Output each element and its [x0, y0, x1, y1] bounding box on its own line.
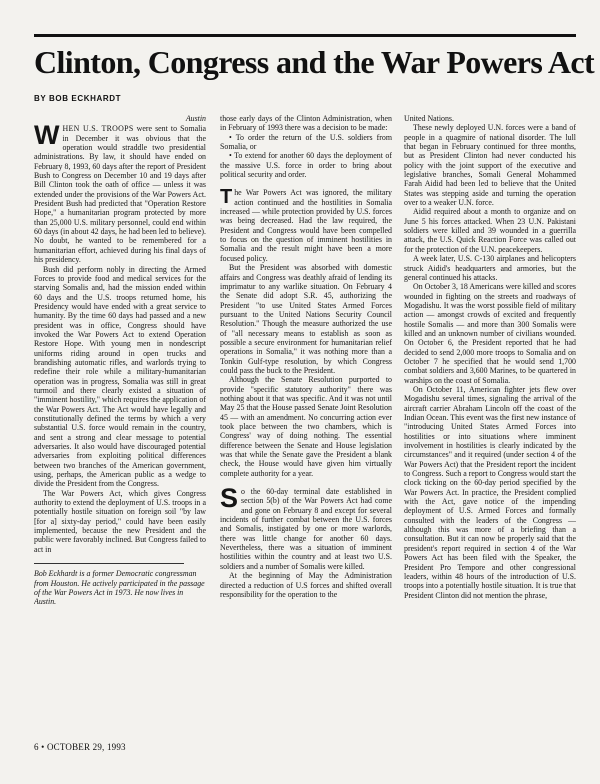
dateline: Austin — [185, 114, 206, 123]
headline: Clinton, Congress and the War Powers Act — [34, 44, 595, 80]
paragraph: These newly deployed U.N. forces were a band of people in a quagmire of national disorder. The lull that began in February continued for three months, but as President Clinton had never conducted his policy with the joint support of the executive and legislative branches, Somali General Mohammed Farah Aidid had been led to believe that the United States was stepping aside and turning the operation over to a weaker U.N. force. — [404, 123, 576, 208]
paragraph: On October 11, American fighter jets flew over Mogadishu several times, signaling the arrival of the aircraft carrier Abraham Lincoln off the coast of the Indian Ocean. This event was the first new instance of "introducing United States Armed Forces into hostilities or into situations where imminent involvement in hostilities is clearly indicated by the circumstances" and it required (under section 4 of the War Powers Act) that the President report the incident to Congress. Such a report to Congress would start the clock ticking on the 60-day period specified by the War Powers Act. In practice, the President complied with the Act, gave notice of the impending deployment of U.S. Armed Forces and formally consulted with the leaders of the Congress — although this was more of a briefing than a consultation. But it can now be properly said that the president's report required in section 4 of the War Powers Act has been filed with the Speaker, the President Pro Tempore and other congressional leaders, within 48 hours of the introduction of U.S. troops into a potentially hostile situation. It is true that President Clinton did not mention the phrase, — [404, 384, 576, 600]
paragraph: At the beginning of May the Administration directed a reduction of U.S forces and shifted overall responsibility for the operation to the — [220, 571, 392, 599]
author-bio: Bob Eckhardt is a former Democratic congressman from Houston. He actively participated in the passage of the War Powers Act in 1973. He now lives in Austin. — [34, 569, 205, 607]
paragraph — [220, 483, 392, 571]
column-1 — [34, 114, 206, 749]
paragraph: United Nations. — [404, 114, 454, 123]
paragraph-text: o the 60-day terminal date established in section 5(b) of the War Powers Act had come and gone on February 8 and except for several incidents of further combat between the U.S. forces and Somalis, instigated by one or more warlords, there was little change for another 60 days. Nevertheless, there was a situation of imminent hostilities within the country and at least two U.S. soldiers and a number of Somalis were killed. — [220, 487, 392, 571]
paragraph: A week later, U.S. C-130 airplanes and helicopters struck Aidid's headquarters and armories, but the general continued his attacks. — [404, 254, 576, 282]
paragraph: The War Powers Act, which gives Congress authority to extend the deployment of U.S. troops in a potentially hostile situation on foreign soil "by law [for a] sixty-day period," could have been easily implemented, because the new President and the public were favorably inclined. But Congress failed to act in — [34, 488, 206, 554]
paragraph: those early days of the Clinton Administration, when in February of 1993 there was a decision to be made: — [220, 114, 392, 133]
paragraph-text: were sent to Somalia in December it was obvious that the operation would straddle two presidential administrations. By law, it should have ended on February 8, 1993, 60 days after the report of President Bush to Congress on December 10 and 19 days after Bill Clinton took the oath of office — unless it was extended under the provisions of the War Powers Act. President Bush had predicted that "Operation Restore Hope," a humanitarian program protected by more than 25,000 U.S. military personnel, could end within 60 days (in about 42 days, he had been led to believe). No doubt, he wanted to be remembered for a humanitarian effort, achieved during his final days of his presidency. — [34, 124, 206, 265]
section-gap — [220, 478, 392, 487]
paragraph — [220, 188, 392, 263]
byline: BY BOB ECKHARDT — [34, 94, 122, 103]
drop-cap: W — [34, 120, 60, 151]
paragraph: On October 3, 18 Americans were killed and scores wounded in fighting on the streets and roadways of Mogadishu. It was the worst possible field of military action — amongst crowds of excited and frequently hostile Somalis — and more than 300 Somalis were killed and an unknown number of civilians wounded. On October 6, the President reported that he had decided to send 2,000 more troops to Somalia and on October 7 he specified that he would send 1,700 combat soldiers and 3,600 Marines, to be quartered in warships on the coast of Somalia. — [404, 282, 576, 385]
paragraph: Bush did perform nobly in directing the Armed Forces to provide food and medical services for the starving Somalis and, had the mission ended within 60 days and the U.S. troops returned home, his Presidency would have ended with a great service to humanity. By the time 60 days had passed and a new president was in office, Congress should have invoked the War Powers Act to extend Operation Restore Hope. With young men in nondescript uniforms riding around in open trucks and brandishing automatic rifles, and warlords trying to redefine their role while a military-humanitarian operation was in progress, Somalia was still in great turmoil and there clearly existed a situation of "imminent hostility," which requires the application of the War Powers Act. The Act would have legally and constitutionally defined the terms by which a very substantial U.S. force would remain in the country, and sent a strong and clear message to potential adversaries. It also would have discouraged potential adversaries from exploiting political differences between two branches of the American government, using, perhaps, the American public as a wedge to divide the President from the Congress. — [34, 264, 206, 489]
top-rule — [34, 34, 576, 37]
bullet-item: • To extend for another 60 days the deployment of the massive U.S. force in order to bring about political security and order. — [220, 151, 392, 180]
drop-cap: T — [220, 186, 233, 209]
paragraph: But the President was absorbed with domestic affairs and Congress was deathly afraid of lending its imprimatur to any warlike situation. On February 4 the Senate did adopt S.R. 45, authorizing the President "to use United States Armed Forces pursuant to the United Nations Security Council Resolution." Though the measure authorized the use of "all necessary means to establish as soon as possible a secure environment for humanitarian relief operations in Somalia," it was nothing more than a Tonkin Gulf-type resolution, by which Congress could pass the buck to the President. — [220, 263, 392, 375]
page-folio: 6 • OCTOBER 29, 1993 — [34, 742, 126, 752]
paragraph: Although the Senate Resolution purported to provide "specific statutory authority" there was nothing about it that was specific. And it was not until May 25 that the House passed Senate Joint Resolution 45 — with an amendment. No concurring action ever took place between the two chambers, which is Congress' way of doing nothing. The essential difference between the Senate and House legislation was that while the Senate gave the President a blank check, the House would have given him virtually complete authority for a year. — [220, 375, 392, 478]
drop-cap: S — [220, 483, 239, 514]
lead-caps: HEN U.S. TROOPS — [62, 124, 134, 134]
paragraph — [34, 120, 206, 265]
column-3 — [404, 114, 576, 749]
bio-divider — [34, 563, 184, 564]
bullet-item: • To order the return of the U.S. soldiers from Somalia, or — [220, 132, 392, 152]
paragraph: Aidid required about a month to organize and on June 5 his forces attacked. When 23 U.N. Pakistani soldiers were killed and 39 wounded in a guerrilla attack, the U.S. Quick Reaction Force was called out for the protection of the U.N. peacekeepers. — [404, 207, 576, 254]
column-2 — [220, 114, 392, 749]
paragraph-text: he War Powers Act was ignored, the military action continued and the hostilities in Somalia increased — while protection provided by U.S. forces was being decreased. Had the law required, the President and Congress would have been compelled to focus on the question of imminent hostilities in Somalia and the result might have been a more focused policy. — [220, 188, 392, 263]
